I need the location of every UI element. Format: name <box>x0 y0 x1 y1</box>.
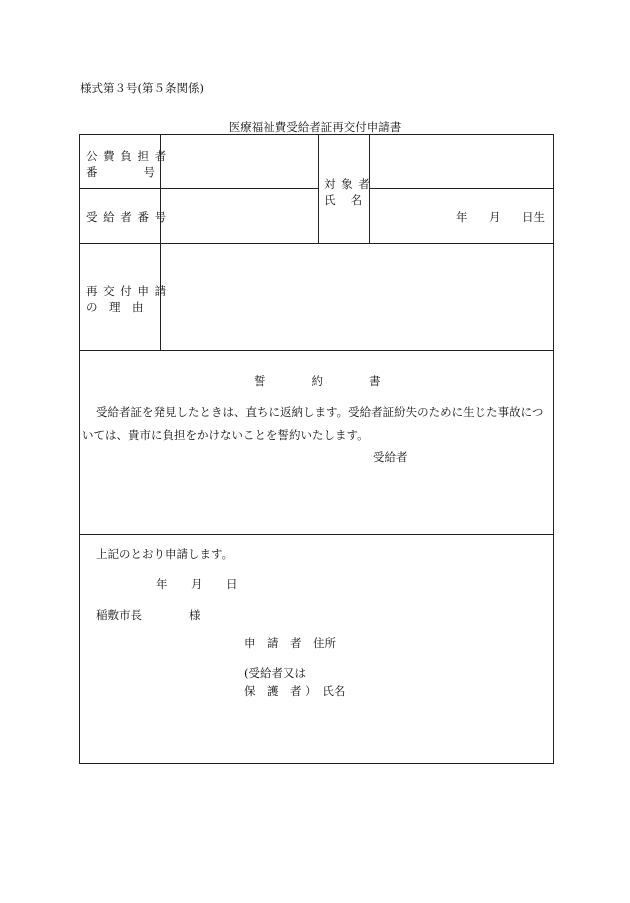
applicant-name-label: 保 護 者 ） 氏名 <box>244 684 346 698</box>
public-payer-number-label-line2: 番 号 <box>86 165 155 179</box>
application-date-month: 月 <box>191 577 203 591</box>
applicant-address-label: 申 請 者 住所 <box>244 636 336 650</box>
addressee: 稲敷市長 <box>96 608 142 622</box>
birth-month-label: 月 <box>489 210 501 224</box>
form-number: 様式第３号(第５条関係) <box>80 81 204 95</box>
subject-name-label-line2: 氏 名 <box>324 193 363 207</box>
birth-day-label: 日生 <box>522 210 545 224</box>
pledge-signature-field[interactable] <box>412 446 547 464</box>
pledge-text-line1: 受給者証を発見したときは、直ちに返納します。受給者証紛失のために生じた事故につ <box>96 405 544 419</box>
pledge-text-line2: いては、貴市に負担をかけないことを誓約いたします。 <box>82 428 369 442</box>
guardian-note-line1: (受給者又は <box>244 666 306 680</box>
public-payer-number-label-line1: 公 費 負 担 者 <box>86 149 168 163</box>
application-date-year: 年 <box>156 577 168 591</box>
public-payer-number-input[interactable] <box>161 135 318 188</box>
subject-name-label-line1: 対 象 者 <box>324 177 371 191</box>
pledge-heading: 誓 約 書 <box>254 374 381 388</box>
reissue-reason-label-line2: の 理 由 <box>86 300 144 314</box>
reissue-reason-label-line1: 再 交 付 申 請 <box>86 284 168 298</box>
applicant-address-input[interactable] <box>346 632 546 650</box>
application-date-day: 日 <box>226 577 238 591</box>
applicant-name-input[interactable] <box>346 680 546 698</box>
pledge-signer-label: 受給者 <box>373 450 408 464</box>
recipient-number-input[interactable] <box>161 189 318 243</box>
birth-year-label: 年 <box>456 210 468 224</box>
reissue-reason-input[interactable] <box>161 244 553 350</box>
application-statement: 上記のとおり申請します。 <box>96 547 234 561</box>
subject-name-input[interactable] <box>370 135 553 188</box>
form-title: 医療福祉費受給者証再交付申請書 <box>228 120 402 134</box>
recipient-number-label: 受 給 者 番 号 <box>86 210 168 224</box>
addressee-honorific: 様 <box>189 608 201 622</box>
